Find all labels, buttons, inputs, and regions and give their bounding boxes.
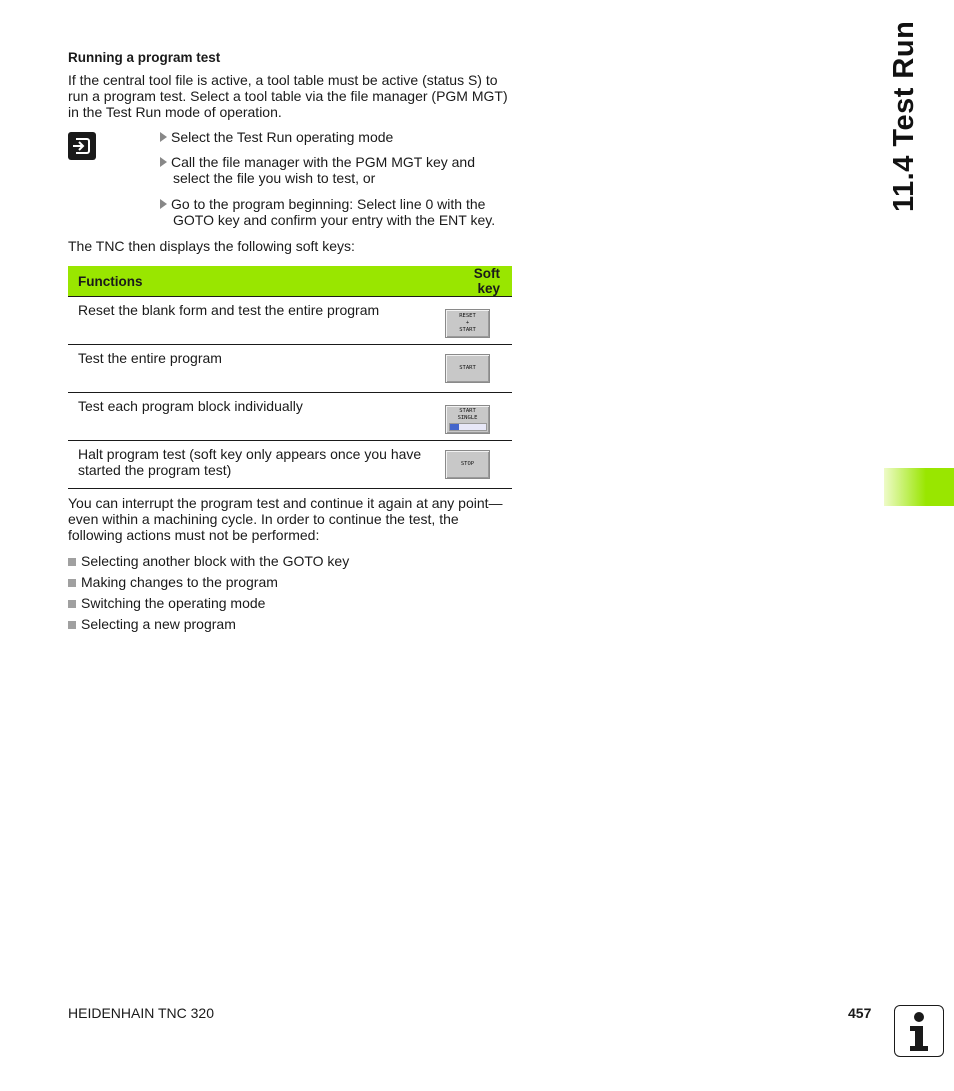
- chapter-title: 11.4 Test Run: [888, 20, 920, 212]
- stop-softkey[interactable]: STOP: [445, 450, 490, 479]
- page-number: 457: [848, 1005, 872, 1021]
- info-icon: [894, 1005, 944, 1057]
- start-softkey[interactable]: START: [445, 354, 490, 383]
- step-arrow-icon: [160, 199, 167, 209]
- list-item: Switching the operating mode: [68, 594, 349, 615]
- footer-manual-name: HEIDENHAIN TNC 320: [68, 1005, 215, 1021]
- bullet-square-icon: [68, 600, 76, 608]
- test-run-mode-key-icon: [68, 132, 96, 160]
- table-row: [68, 393, 512, 441]
- chapter-tab: [884, 468, 954, 506]
- function-description: Test the entire program: [68, 345, 444, 393]
- step-select-test-run: Select the Test Run operating mode: [160, 129, 520, 145]
- reset-start-softkey[interactable]: RESET + START: [445, 309, 490, 338]
- step-arrow-icon: [160, 132, 167, 142]
- step-call-file-manager: Call the file manager with the PGM MGT key and select the file you wish to test, or: [160, 154, 520, 186]
- step-arrow-icon: [160, 157, 167, 167]
- function-description: Test each program block individually: [68, 393, 444, 441]
- start-single-softkey[interactable]: START SINGLE: [445, 405, 490, 434]
- bullet-square-icon: [68, 621, 76, 629]
- table-row: [68, 345, 512, 393]
- interrupt-paragraph: You can interrupt the program test and continue it again at any point— even within a machining cycle. In order to continue the test, the following actions must not be performed:: [68, 495, 503, 543]
- softkeys-intro: The TNC then displays the following soft keys:: [68, 238, 355, 254]
- function-description: Halt program test (soft key only appears once you have started the program test): [68, 441, 444, 489]
- step-goto-beginning: Go to the program beginning: Select line 0 with the GOTO key and confirm your entry with the ENT key.: [160, 196, 520, 228]
- table-row: [68, 297, 512, 345]
- list-item: Selecting a new program: [68, 615, 349, 636]
- bullet-square-icon: [68, 558, 76, 566]
- section-heading: Running a program test: [68, 50, 221, 65]
- header-softkey: Soft key: [444, 266, 512, 297]
- list-item: Selecting another block with the GOTO key: [68, 552, 349, 573]
- function-description: Reset the blank form and test the entire program: [68, 297, 444, 345]
- header-functions: Functions: [68, 266, 444, 297]
- intro-paragraph: If the central tool file is active, a tool table must be active (status S) to run a program test. Select a tool table via the file manager (PGM MGT) in the Test Run mode of operation.: [68, 72, 508, 120]
- softkey-table: [68, 266, 512, 489]
- prohibited-actions-list: [68, 552, 349, 636]
- single-block-icon: [449, 423, 487, 431]
- bullet-square-icon: [68, 579, 76, 587]
- list-item: Making changes to the program: [68, 573, 349, 594]
- table-row: [68, 441, 512, 489]
